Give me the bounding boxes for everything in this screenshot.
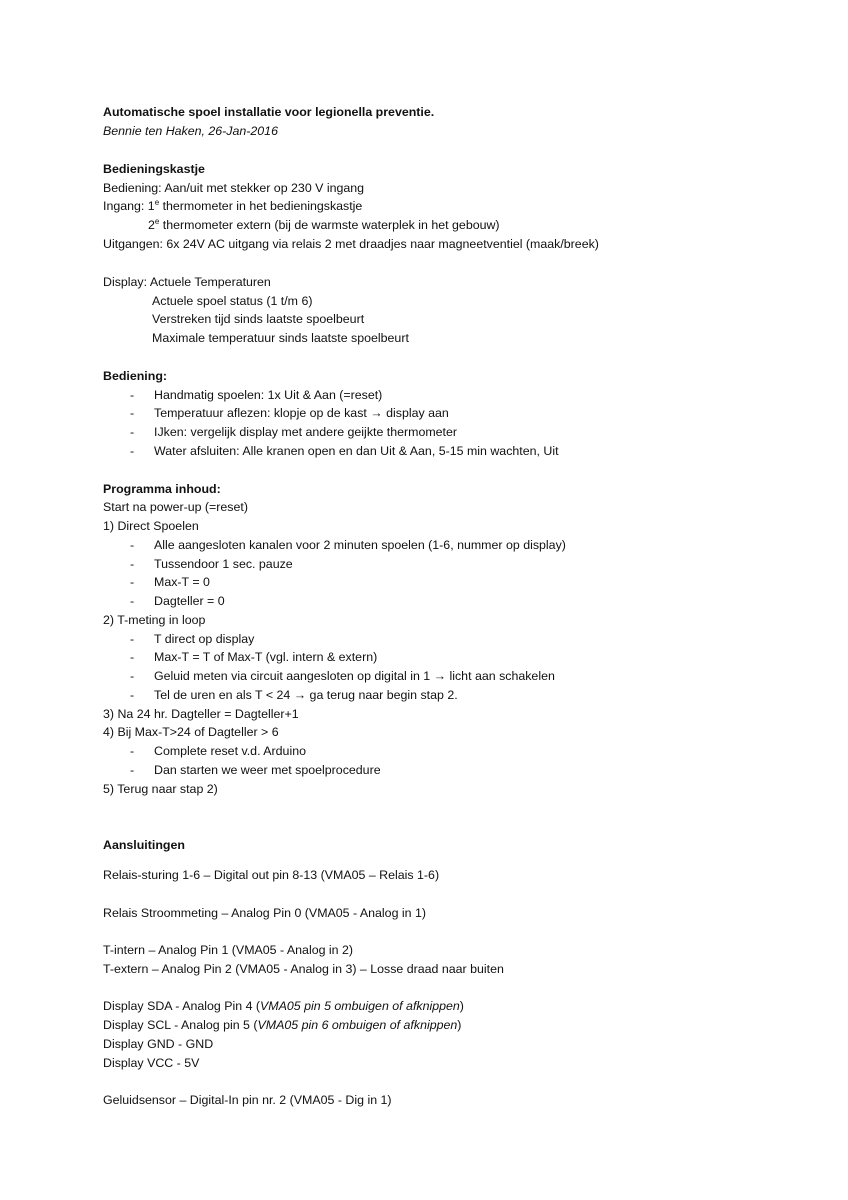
kastje-bediening: Bediening: Aan/uit met stekker op 230 V ingang: [103, 181, 365, 195]
list-dash: -: [130, 406, 135, 420]
list-item: Tussendoor 1 sec. pauze: [154, 557, 293, 571]
list-item: Complete reset v.d. Arduino: [154, 744, 306, 758]
list-item: Max-T = T of Max-T (vgl. intern & extern): [154, 650, 378, 664]
kastje-ingang-1: Ingang: 1e thermometer in het bedieningskastje: [103, 197, 363, 213]
display-line-2: Actuele spoel status (1 t/m 6): [152, 294, 313, 308]
section-heading-programma: Programma inhoud:: [103, 482, 221, 496]
kastje-ingang-2: 2e thermometer extern (bij de warmste waterplek in het gebouw): [148, 216, 500, 232]
programma-start: Start na power-up (=reset): [103, 500, 248, 514]
list-item: Geluid meten via circuit aangesloten op digital in 1 → licht aan schakelen: [154, 669, 555, 683]
programma-step-5: 5) Terug naar stap 2): [103, 782, 218, 796]
list-item: Tel de uren en als T < 24 → ga terug naar begin stap 2.: [154, 688, 458, 702]
programma-step-2: 2) T-meting in loop: [103, 613, 206, 627]
document-title: Automatische spoel installatie voor legionella preventie.: [103, 105, 435, 119]
list-dash: -: [130, 557, 135, 571]
list-item: Max-T = 0: [154, 575, 210, 589]
display-line-3: Verstreken tijd sinds laatste spoelbeurt: [152, 312, 365, 326]
list-dash: -: [130, 632, 135, 646]
aansluiting-stroommeting: Relais Stroommeting – Analog Pin 0 (VMA05 - Analog in 1): [103, 906, 427, 920]
programma-step-3: 3) Na 24 hr. Dagteller = Dagteller+1: [103, 707, 299, 721]
list-dash: -: [130, 594, 135, 608]
list-dash: -: [130, 669, 135, 683]
list-item: Dan starten we weer met spoelprocedure: [154, 763, 381, 777]
list-item: IJken: vergelijk display met andere geijkte thermometer: [154, 425, 458, 439]
author-date: Bennie ten Haken, 26-Jan-2016: [103, 124, 278, 138]
list-dash: -: [130, 650, 135, 664]
list-item: T direct op display: [154, 632, 255, 646]
display-line-1: Display: Actuele Temperaturen: [103, 275, 271, 289]
list-item: Temperatuur aflezen: klopje op de kast → display aan: [154, 406, 449, 420]
list-dash: -: [130, 444, 135, 458]
aansluiting-display-gnd: Display GND - GND: [103, 1037, 214, 1051]
kastje-uitgangen: Uitgangen: 6x 24V AC uitgang via relais 2 met draadjes naar magneetventiel (maak/breek): [103, 237, 599, 251]
display-line-4: Maximale temperatuur sinds laatste spoelbeurt: [152, 331, 409, 345]
section-heading-kastje: Bedieningskastje: [103, 162, 205, 176]
aansluiting-display-scl: Display SCL - Analog pin 5 (VMA05 pin 6 ombuigen of afknippen): [103, 1018, 462, 1032]
aansluiting-display-vcc: Display VCC - 5V: [103, 1056, 200, 1070]
aansluiting-relais: Relais-sturing 1-6 – Digital out pin 8-13 (VMA05 – Relais 1-6): [103, 868, 440, 882]
programma-step-4: 4) Bij Max-T>24 of Dagteller > 6: [103, 725, 279, 739]
list-dash: -: [130, 575, 135, 589]
section-heading-aansluitingen: Aansluitingen: [103, 838, 185, 852]
list-dash: -: [130, 388, 135, 402]
aansluiting-display-sda: Display SDA - Analog Pin 4 (VMA05 pin 5 ombuigen of afknippen): [103, 999, 464, 1013]
list-dash: -: [130, 538, 135, 552]
list-dash: -: [130, 763, 135, 777]
list-dash: -: [130, 744, 135, 758]
list-dash: -: [130, 688, 135, 702]
list-item: Alle aangesloten kanalen voor 2 minuten spoelen (1-6, nummer op display): [154, 538, 566, 552]
programma-step-1: 1) Direct Spoelen: [103, 519, 199, 533]
list-item: Handmatig spoelen: 1x Uit & Aan (=reset): [154, 388, 383, 402]
list-dash: -: [130, 425, 135, 439]
list-item: Dagteller = 0: [154, 594, 225, 608]
list-item: Water afsluiten: Alle kranen open en dan Uit & Aan, 5-15 min wachten, Uit: [154, 444, 559, 458]
section-heading-bediening: Bediening:: [103, 369, 168, 383]
aansluiting-t-intern: T-intern – Analog Pin 1 (VMA05 - Analog in 2): [103, 943, 354, 957]
aansluiting-t-extern: T-extern – Analog Pin 2 (VMA05 - Analog in 3) – Losse draad naar buiten: [103, 962, 504, 976]
aansluiting-geluidsensor: Geluidsensor – Digital-In pin nr. 2 (VMA05 - Dig in 1): [103, 1093, 392, 1107]
